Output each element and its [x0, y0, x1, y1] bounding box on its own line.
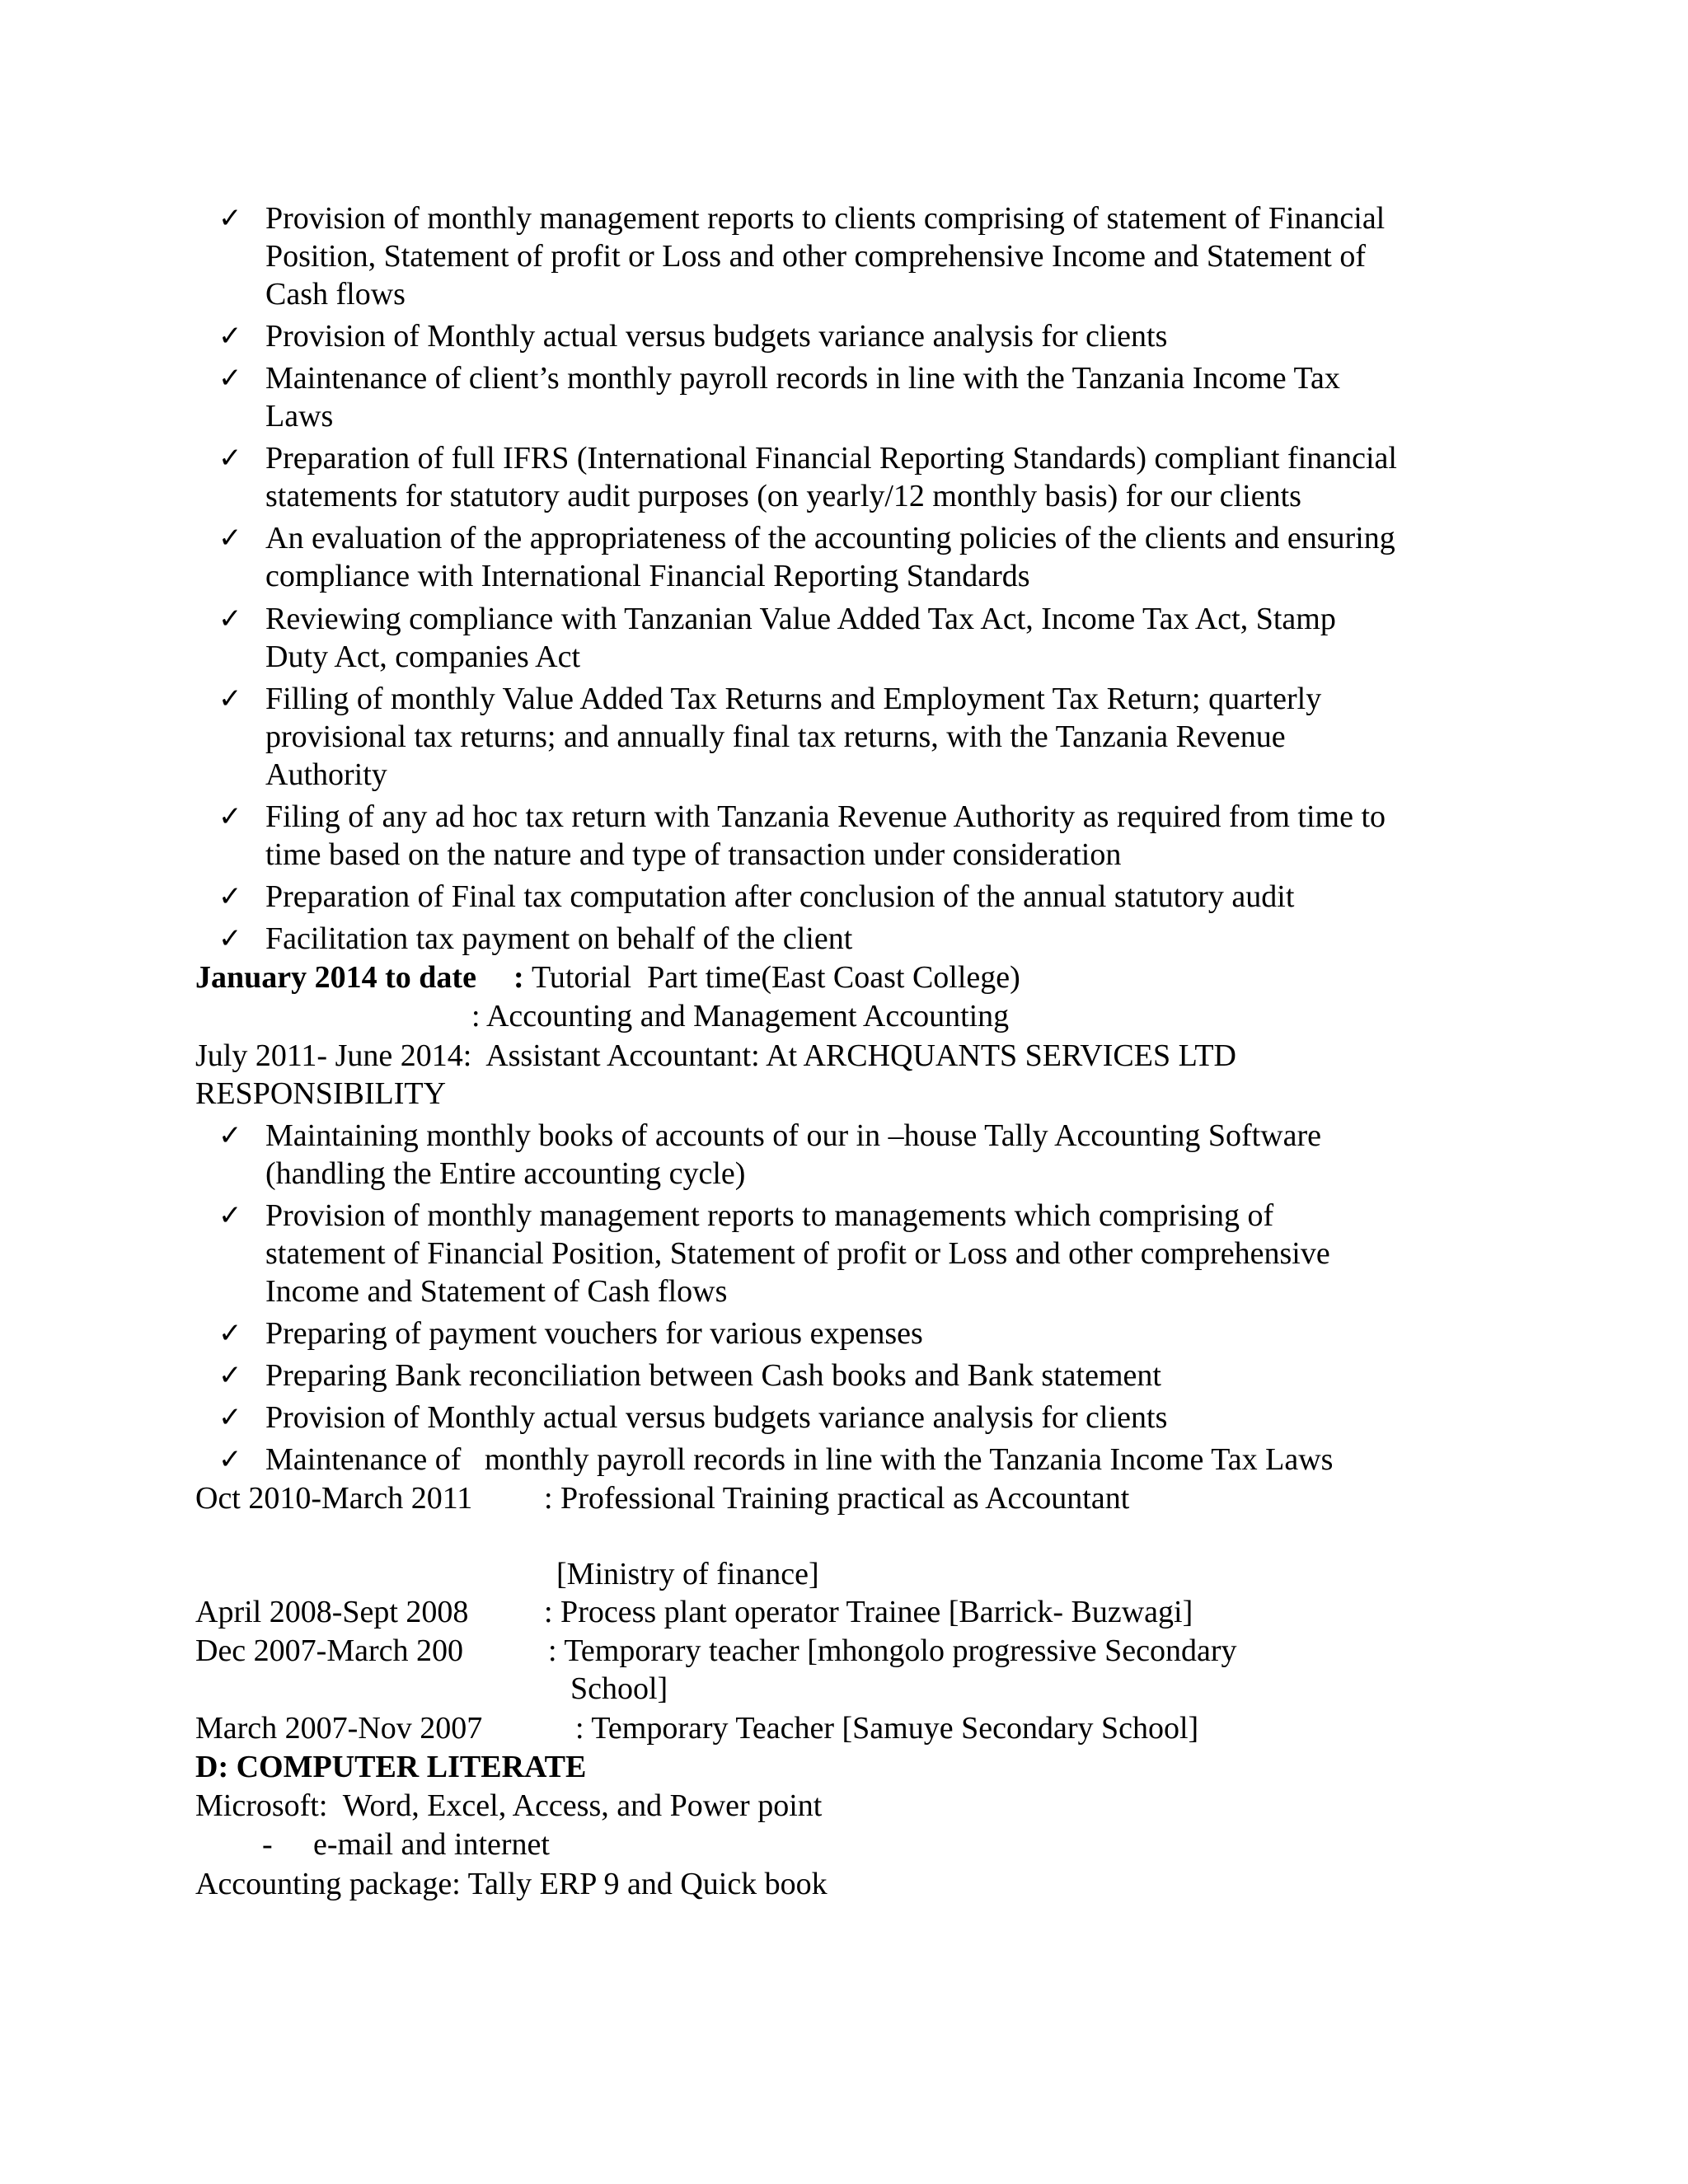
list-item-text: compliance with International Financial Reporting Standards [265, 559, 1030, 593]
list-item-text: Income and Statement of Cash flows [265, 1274, 728, 1309]
checkmark-icon: ✓ [218, 800, 242, 833]
list-item-text: Maintaining monthly books of accounts of our in –house Tally Accounting Software [265, 1118, 1322, 1153]
checkmark-icon: ✓ [218, 1401, 242, 1434]
list-item-text: Filing of any ad hoc tax return with Tanzania Revenue Authority as required from time to [265, 799, 1386, 834]
checkmark-icon: ✓ [218, 1443, 242, 1476]
microsoft-line: Microsoft: Word, Excel, Access, and Power point [195, 1788, 823, 1823]
list-item-text: Preparing Bank reconciliation between Cash books and Bank statement [265, 1358, 1161, 1393]
list-item-text: (handling the Entire accounting cycle) [265, 1156, 746, 1191]
checkmark-icon: ✓ [218, 880, 242, 913]
list-item-text: Provision of monthly management reports to managements which comprising of [265, 1198, 1274, 1233]
email-line: e-mail and internet [313, 1827, 550, 1862]
list-item-text: Maintenance of monthly payroll records in line with the Tanzania Income Tax Laws [265, 1442, 1334, 1477]
list-item-text: Duty Act, companies Act [265, 640, 581, 674]
list-item-text: statement of Financial Position, Statement of profit or Loss and other comprehensive [265, 1236, 1330, 1271]
list-item-text: Cash flows [265, 277, 406, 312]
checkmark-icon: ✓ [218, 602, 242, 635]
checkmark-icon: ✓ [218, 320, 242, 353]
checkmark-icon: ✓ [218, 202, 242, 235]
list-item-text: Preparing of payment vouchers for various expenses [265, 1316, 923, 1351]
checkmark-icon: ✓ [218, 682, 242, 715]
job-colon: : [513, 960, 524, 995]
list-item-text: Laws [265, 399, 334, 434]
list-item-text: Preparation of Final tax computation after conclusion of the annual statutory audit [265, 879, 1295, 914]
job-role: Tutorial Part time(East Coast College) [532, 960, 1020, 995]
list-item-text: Facilitation tax payment on behalf of the client [265, 921, 853, 956]
job-subject: : Accounting and Management Accounting [471, 999, 1010, 1033]
list-item-text: provisional tax returns; and annually final tax returns, with the Tanzania Revenue [265, 719, 1286, 754]
history-role-cont: School] [570, 1671, 668, 1706]
list-item-text: Filling of monthly Value Added Tax Returns and Employment Tax Return; quarterly [265, 682, 1322, 716]
list-item-text: Provision of Monthly actual versus budgets variance analysis for clients [265, 1400, 1168, 1435]
history-role: : Temporary Teacher [Samuye Secondary School] [575, 1711, 1199, 1746]
list-item-text: Provision of Monthly actual versus budgets variance analysis for clients [265, 319, 1168, 354]
list-item-text: Position, Statement of profit or Loss and other comprehensive Income and Statement of [265, 239, 1366, 274]
dash-bullet: - [262, 1827, 273, 1862]
list-item-text: Authority [265, 757, 387, 792]
checkmark-icon: ✓ [218, 522, 242, 555]
list-item-text: Preparation of full IFRS (International Financial Reporting Standards) compliant financial [265, 441, 1397, 476]
list-item-text: An evaluation of the appropriateness of the accounting policies of the clients and ensuring [265, 521, 1395, 555]
checkmark-icon: ✓ [218, 362, 242, 395]
list-item-text: statements for statutory audit purposes (on yearly/12 monthly basis) for our clients [265, 479, 1301, 513]
list-item-text: Maintenance of client’s monthly payroll records in line with the Tanzania Income Tax [265, 361, 1340, 396]
section-heading: D: COMPUTER LITERATE [195, 1750, 587, 1784]
checkmark-icon: ✓ [218, 1317, 242, 1350]
checkmark-icon: ✓ [218, 1119, 242, 1152]
history-place: [Ministry of finance] [556, 1557, 819, 1591]
history-role: : Temporary teacher [mhongolo progressive Secondary [548, 1633, 1237, 1668]
history-period: April 2008-Sept 2008 [195, 1595, 469, 1629]
list-item-text: Reviewing compliance with Tanzanian Value Added Tax Act, Income Tax Act, Stamp [265, 602, 1336, 636]
list-item-text: time based on the nature and type of transaction under consideration [265, 837, 1122, 872]
history-role: : Professional Training practical as Accountant [544, 1481, 1130, 1516]
checkmark-icon: ✓ [218, 922, 242, 955]
list-item-text: Provision of monthly management reports to clients comprising of statement of Financial [265, 201, 1386, 236]
history-period: March 2007-Nov 2007 [195, 1711, 483, 1746]
job-title-line: July 2011- June 2014: Assistant Accountant: At ARCHQUANTS SERVICES LTD [195, 1038, 1236, 1073]
history-role: : Process plant operator Trainee [Barrick- Buzwagi] [544, 1595, 1193, 1629]
history-period: Oct 2010-March 2011 [195, 1481, 473, 1516]
responsibility-heading: RESPONSIBILITY [195, 1076, 447, 1111]
checkmark-icon: ✓ [218, 1199, 242, 1232]
accounting-line: Accounting package: Tally ERP 9 and Quick book [195, 1867, 828, 1901]
history-period: Dec 2007-March 200 [195, 1633, 464, 1668]
checkmark-icon: ✓ [218, 442, 242, 475]
job-period: January 2014 to date [195, 960, 476, 995]
checkmark-icon: ✓ [218, 1359, 242, 1392]
